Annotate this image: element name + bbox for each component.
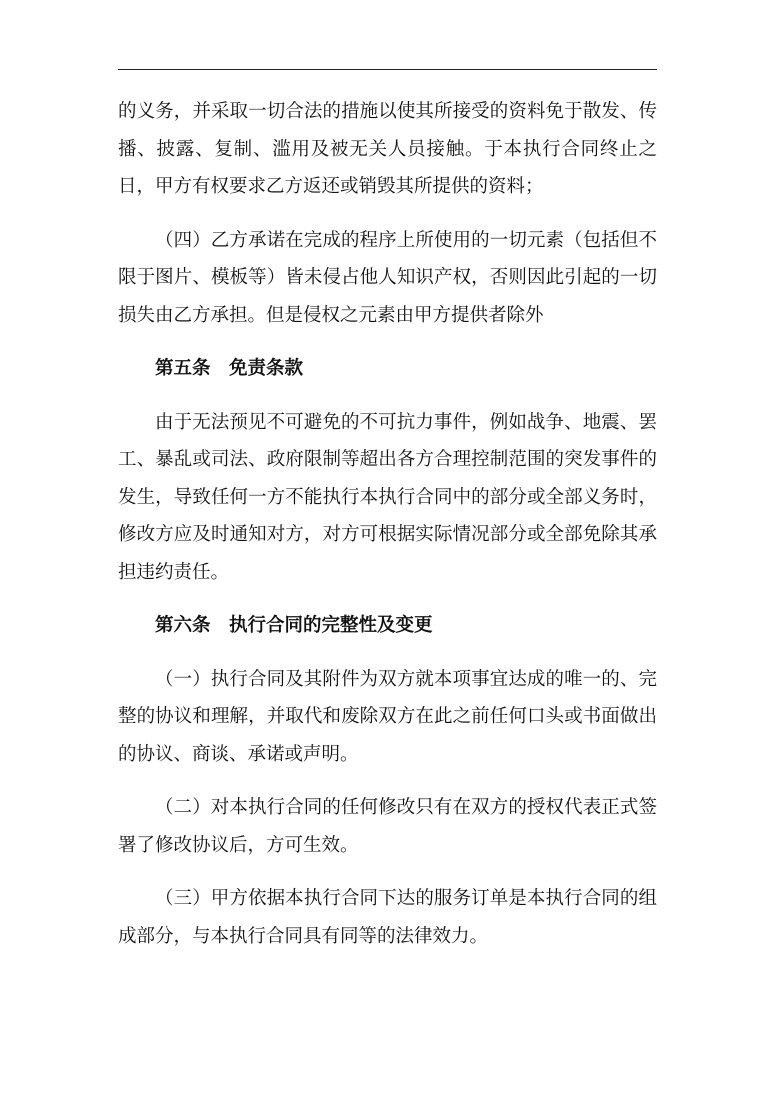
paragraph-confidentiality-continued: 的义务，并采取一切合法的措施以使其所接受的资料免于散发、传播、披露、复制、滥用及被无关人员接触。于本执行合同终止之日，甲方有权要求乙方返还或销毁其所提供的资料； xyxy=(118,101,657,197)
section-heading-article-5: 第五条 免责条款 xyxy=(155,358,304,379)
paragraph-entire-agreement: （一）执行合同及其附件为双方就本项事宜达成的唯一的、完整的协议和理解，并取代和废除双方在此之前任何口头或书面做出的协议、商谈、承诺或声明。 xyxy=(118,668,657,765)
document-body xyxy=(118,93,657,971)
paragraph-amendments: （二）对本执行合同的任何修改只有在双方的授权代表正式签署了修改协议后，方可生效。 xyxy=(118,797,657,856)
paragraph-service-orders: （三）甲方依据本执行合同下达的服务订单是本执行合同的组成部分，与本执行合同具有同等的法律效力。 xyxy=(118,888,657,947)
paragraph-force-majeure: 由于无法预见不可避免的不可抗力事件，例如战争、地震、罢工、暴乱或司法、政府限制等超出各方合理控制范围的突发事件的发生，导致任何一方不能执行本执行合同中的部分或全部义务时，修改方应及时通知对方，对方可根据实际情况部分或全部免除其承担违约责任。 xyxy=(118,411,657,583)
paragraph-ip-warranty: （四）乙方承诺在完成的程序上所使用的一切元素（包括但不限于图片、模板等）皆未侵占他人知识产权，否则因此引起的一切损失由乙方承担。但是侵权之元素由甲方提供者除外 xyxy=(118,229,657,326)
header-rule xyxy=(118,69,657,70)
section-heading-article-6: 第六条 执行合同的完整性及变更 xyxy=(155,615,433,636)
